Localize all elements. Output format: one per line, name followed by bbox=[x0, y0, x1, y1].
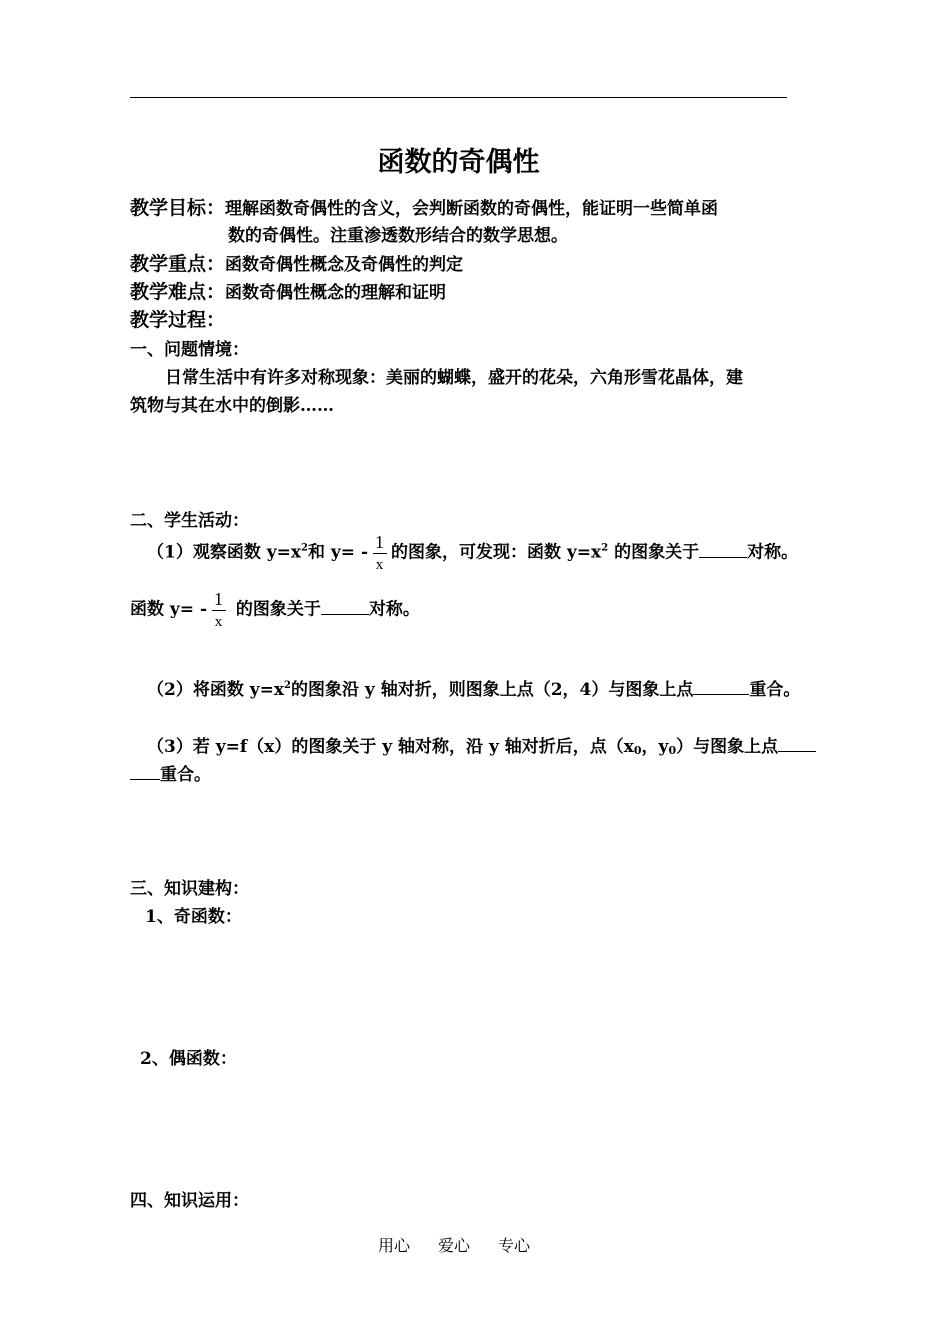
objectives-label: 教学目标： bbox=[130, 197, 226, 219]
objectives-text-2: 数的奇偶性。注重渗透数形结合的数学思想。 bbox=[228, 226, 568, 246]
q1-text-c: 的图象，可发现：函数 y=x bbox=[391, 542, 602, 563]
q3-sub-2: 0 bbox=[668, 744, 677, 757]
q2-text-c: 重合。 bbox=[749, 680, 801, 700]
q1-text-b: 和 y= - bbox=[307, 542, 368, 563]
process-label: 教学过程： bbox=[130, 309, 226, 331]
q3-text-b: ，y bbox=[641, 737, 669, 757]
section2-heading: 二、学生活动： bbox=[130, 511, 249, 531]
question-1-line1 bbox=[147, 533, 798, 573]
q3-text-d: 重合。 bbox=[160, 765, 211, 785]
q1-line2-text-a: 函数 y= - bbox=[130, 599, 208, 620]
frac-denominator: x bbox=[214, 614, 223, 630]
footer-text-2: 爱心 bbox=[438, 1236, 471, 1255]
q1-line2-text-b: 的图象关于 bbox=[230, 599, 321, 620]
difficulty-text: 函数奇偶性概念的理解和证明 bbox=[225, 283, 447, 303]
frac-numerator: 1 bbox=[214, 589, 224, 609]
section1-text-1: 日常生活中有许多对称现象：美丽的蝴蝶，盛开的花朵，六角形雪花晶体，建 bbox=[165, 368, 743, 388]
q1-line2-text-c: 对称。 bbox=[368, 599, 420, 620]
objectives-line1 bbox=[130, 193, 718, 220]
q2-text-a: （2）将函数 y=x bbox=[147, 680, 285, 700]
frac-numerator: 1 bbox=[375, 532, 384, 552]
difficulty-line bbox=[130, 277, 446, 304]
frac-denominator: x bbox=[375, 557, 384, 573]
q2-text-b: 的图象沿 y 轴对折，则图象上点（2，4）与图象上点 bbox=[290, 680, 694, 700]
question-2 bbox=[147, 675, 800, 700]
answer-blank[interactable] bbox=[699, 539, 747, 558]
q1-text-a: （1）观察函数 y=x bbox=[147, 542, 302, 563]
fraction-1-over-x bbox=[211, 590, 226, 630]
q1-sup-c: 2 bbox=[601, 542, 609, 554]
q3-sub-1: 0 bbox=[633, 744, 642, 757]
section1-text-2: 筑物与其在水中的倒影…… bbox=[130, 396, 334, 416]
section4-heading: 四、知识运用： bbox=[130, 1191, 249, 1211]
q1-text-d: 的图象关于 bbox=[608, 542, 700, 563]
q1-sup-a: 2 bbox=[301, 542, 308, 554]
key-point-label: 教学重点： bbox=[130, 253, 226, 275]
page-footer bbox=[378, 1233, 558, 1256]
objectives-text-1: 理解函数奇偶性的含义，会判断函数的奇偶性，能证明一些简单函 bbox=[225, 199, 719, 219]
even-function-heading: 2、偶函数： bbox=[140, 1049, 237, 1069]
fraction-1-over-x bbox=[372, 533, 387, 573]
footer-text-3: 专心 bbox=[498, 1236, 531, 1255]
q3-text-a: （3）若 y=f（x）的图象关于 y 轴对称，沿 y 轴对折后，点（x bbox=[147, 737, 634, 757]
question-3-line1 bbox=[147, 732, 816, 757]
key-point-text: 函数奇偶性概念及奇偶性的判定 bbox=[225, 255, 464, 275]
footer-text-1: 用心 bbox=[378, 1236, 411, 1255]
question-3-line2 bbox=[130, 760, 211, 785]
answer-blank[interactable] bbox=[693, 676, 749, 695]
answer-blank[interactable] bbox=[130, 761, 160, 780]
q3-text-c: ）与图象上点 bbox=[676, 737, 779, 757]
answer-blank[interactable] bbox=[778, 733, 816, 752]
question-1-line2 bbox=[130, 590, 420, 630]
answer-blank[interactable] bbox=[321, 596, 369, 615]
key-point-line bbox=[130, 249, 463, 276]
q1-text-e: 对称。 bbox=[747, 542, 799, 563]
document-title: 函数的奇偶性 bbox=[377, 147, 540, 178]
section1-heading: 一、问题情境： bbox=[130, 340, 249, 360]
odd-function-heading: 1、奇函数： bbox=[145, 907, 242, 927]
difficulty-label: 教学难点： bbox=[130, 281, 226, 303]
q2-sup: 2 bbox=[284, 680, 291, 691]
section3-heading: 三、知识建构： bbox=[130, 879, 249, 899]
header-rule bbox=[130, 97, 787, 98]
